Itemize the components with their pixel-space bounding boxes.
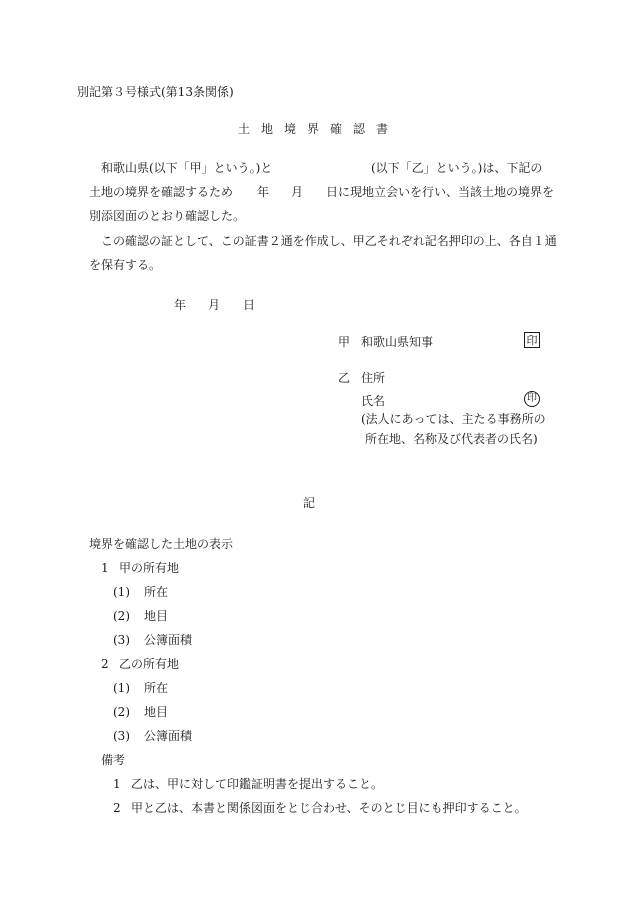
address-label: 住所 [361,371,386,385]
item1-sub3-label: 公簿面積 [144,633,193,647]
body-line4: この確認の証として、この証書２通を作成し、甲乙それぞれ記名押印の上、各自１通 [101,234,557,248]
date-day: 日 [243,298,256,312]
remark2-number: 2 [113,801,121,815]
party-b-seal: 印 [524,391,540,407]
item2-number: 2 [101,657,109,671]
body-line2-year: 年 [257,185,270,199]
party-a-label: 甲 [338,335,351,349]
section-title: 境界を確認した土地の表示 [89,537,234,551]
item2-sub1-number: (1) [113,681,130,695]
remark1-number: 1 [113,777,121,791]
item2-sub3-label: 公簿面積 [144,729,193,743]
party-b-label: 乙 [338,371,351,385]
remark2-text: 甲と乙は、本書と関係図面をとじ合わせ、そのとじ目にも押印すること。 [131,801,527,815]
remark1-text: 乙は、甲に対して印鑑証明書を提出すること。 [131,777,384,791]
body-line2-b: 日に現地立会いを行い、当該土地の境界を [326,185,555,199]
record-heading: 記 [303,496,316,510]
item1-sub2-label: 地目 [144,609,169,623]
form-number: 別記第３号様式(第13条関係) [77,85,234,99]
item2-sub2-number: (2) [113,705,130,719]
item1-sub1-label: 所在 [144,585,169,599]
remarks-heading: 備考 [101,753,126,767]
item1-sub3-number: (3) [113,633,130,647]
body-line3: 別添図面のとおり確認した。 [89,209,246,223]
item1-sub1-number: (1) [113,585,130,599]
body-line2-month: 月 [291,185,304,199]
party-a-name: 和歌山県知事 [361,335,434,349]
item2-sub1-label: 所在 [144,681,169,695]
item1-sub2-number: (2) [113,609,130,623]
body-line2-a: 土地の境界を確認するため [89,185,234,199]
body-line1-start: 和歌山県(以下「甲」という。)と [101,161,273,175]
body-line1-end: (以下「乙」という。)は、下記の [371,161,543,175]
corporate-note-line1: (法人にあっては、主たる事務所の [361,412,546,426]
item2-sub2-label: 地目 [144,705,169,719]
item1-label: 甲の所有地 [119,561,180,575]
date-month: 月 [208,298,221,312]
party-a-seal: 印 [524,332,540,348]
page-title: 土地境界確認書 [238,122,400,136]
body-line5: を保有する。 [89,258,162,272]
item1-number: 1 [101,561,109,575]
corporate-note-line2: 所在地、名称及び代表者の氏名) [365,432,538,446]
date-year: 年 [174,298,187,312]
item2-label: 乙の所有地 [119,657,180,671]
name-label: 氏名 [361,394,386,408]
item2-sub3-number: (3) [113,729,130,743]
